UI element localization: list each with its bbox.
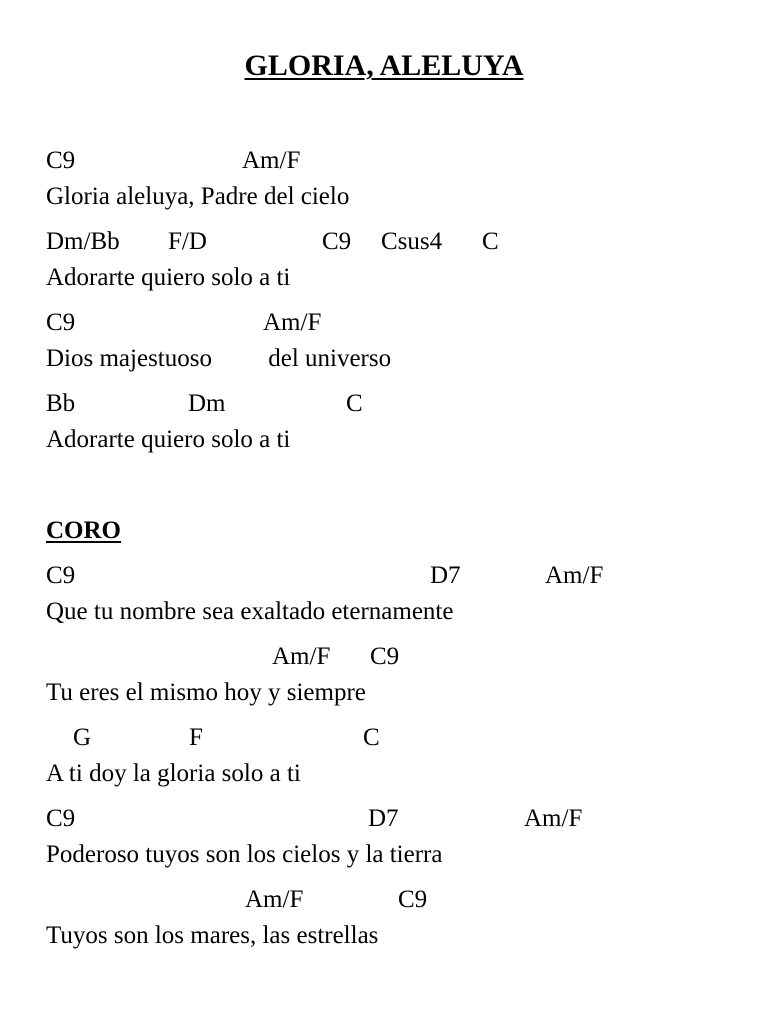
chord: Csus4 [381, 228, 443, 255]
chord: C9 [370, 643, 400, 670]
chord: D7 [368, 805, 399, 832]
chord: Am/F [263, 309, 322, 336]
chord: Am/F [524, 805, 583, 832]
chord: Bb [46, 390, 76, 417]
chord: F/D [168, 228, 207, 255]
chord: C [363, 724, 380, 751]
chord: C [482, 228, 499, 255]
lyric-line: Adorarte quiero solo a ti [46, 426, 291, 453]
chord: D7 [430, 562, 461, 589]
lyric-line: Adorarte quiero solo a ti [46, 264, 291, 291]
chorus-heading: CORO [46, 517, 121, 544]
chord: C9 [46, 562, 76, 589]
lyric-line: Gloria aleluya, Padre del cielo [46, 183, 350, 210]
chord: Am/F [245, 886, 304, 913]
chord: C [346, 390, 363, 417]
chord: C9 [46, 147, 76, 174]
chord: Am/F [242, 147, 301, 174]
lyric-line: Dios majestuoso del universo [46, 345, 392, 372]
chord: Am/F [272, 643, 331, 670]
song-title: GLORIA, ALELUYA [244, 49, 524, 82]
chord: Am/F [545, 562, 604, 589]
chord: C9 [322, 228, 352, 255]
chord: F [189, 724, 203, 751]
chord: G [73, 724, 92, 751]
lyric-line: A ti doy la gloria solo a ti [46, 760, 301, 787]
chord: C9 [46, 805, 76, 832]
chord: Dm/Bb [46, 228, 120, 255]
lyric-line: Poderoso tuyos son los cielos y la tierra [46, 841, 443, 868]
lyric-line: Tu eres el mismo hoy y siempre [46, 679, 366, 706]
lyric-line: Que tu nombre sea exaltado eternamente [46, 598, 454, 625]
chord: Dm [188, 390, 226, 417]
chord: C9 [46, 309, 76, 336]
lyric-line: Tuyos son los mares, las estrellas [46, 922, 379, 949]
chord: C9 [398, 886, 428, 913]
